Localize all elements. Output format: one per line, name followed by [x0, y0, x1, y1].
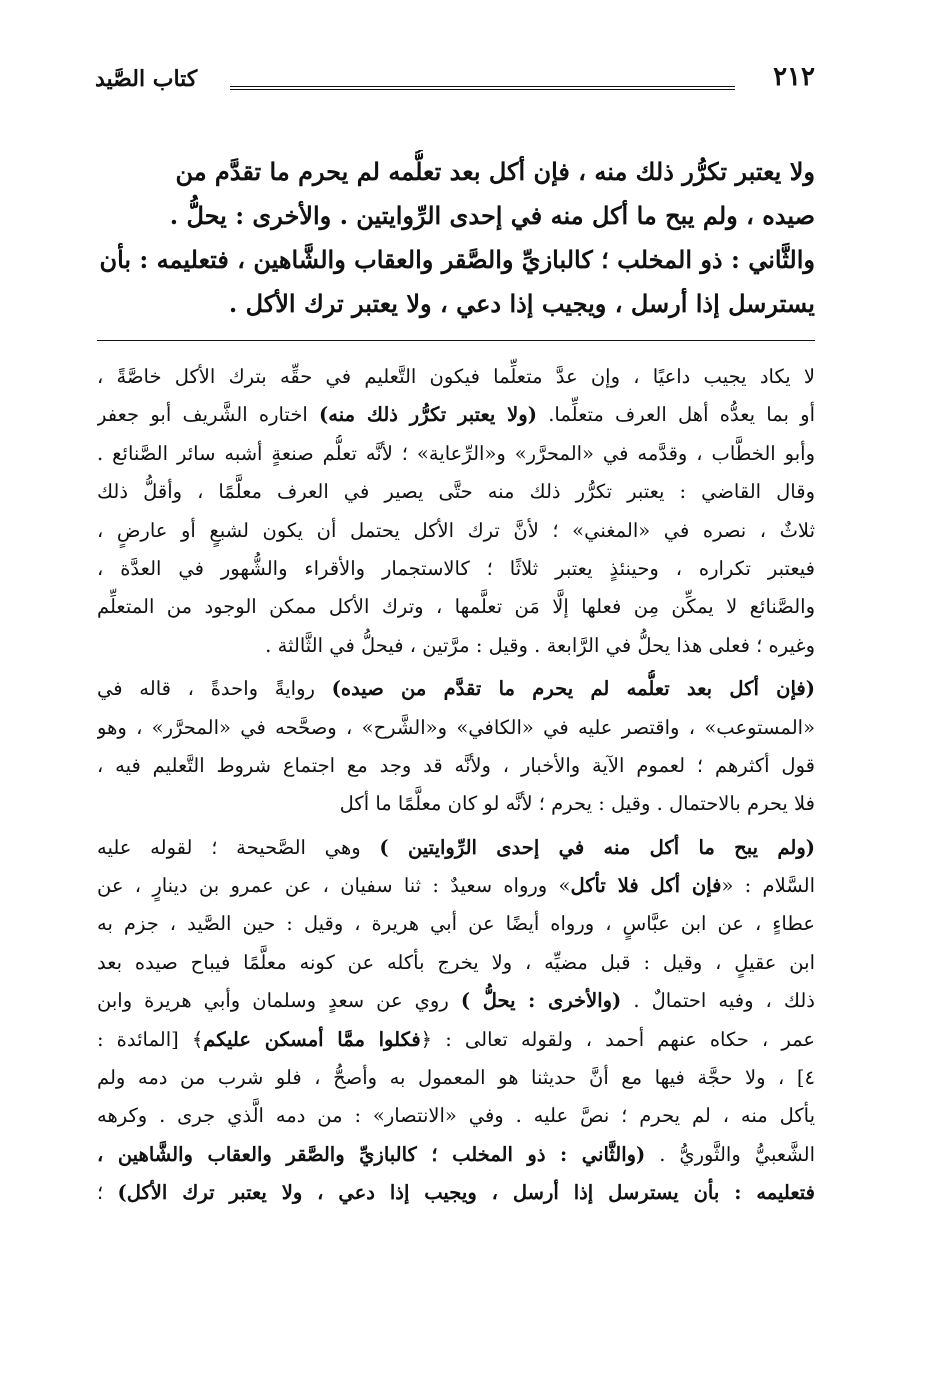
commentary-text-run: السَّلام : « — [721, 874, 815, 898]
commentary-text — [97, 358, 815, 1213]
commentary-text-run: روي عن سعدٍ وسلمان وأبي هريرة وابن — [97, 989, 461, 1013]
commentary-text-run: ابن عقيلٍ ، وقيل : قبل مضيِّه ، ولا يخرج بأكله عن كونه معلَّمًا فيباح صيده بعد — [97, 950, 815, 974]
commentary-line — [97, 358, 815, 396]
commentary-text-run: الشَّعبيُّ والثَّوريُّ . — [645, 1142, 815, 1166]
commentary-text-run: فلا يحرم بالاحتمال . وقيل : يحرم ؛ لأنَّه لو كان معلَّمًا ما أكل — [339, 792, 815, 816]
commentary-line — [97, 670, 815, 708]
commentary-text-run: وهي الصَّحيحة ؛ لقوله عليه — [97, 835, 380, 859]
quoted-matn-run: فإن أكل فلا تأكل — [570, 874, 722, 898]
commentary-text-run: » ورواه سعيدٌ : ثنا سفيان ، عن عمرو بن دينارٍ ، عن — [97, 874, 571, 898]
commentary-text-run: وغيره ؛ فعلى هذا يحلُّ في الرَّابعة . وقيل : مرَّتين ، فيحلُّ في الثَّالثة . — [265, 633, 815, 657]
quoted-matn-run: (ولا يعتبر تكرُّر ذلك منه) — [319, 403, 537, 427]
commentary-line — [97, 1136, 815, 1174]
commentary-text-run: لا يكاد يجيب داعيًا ، وإن عدَّ متعلِّما فيكون التَّعليم في حقِّه بترك الأكل خاصَّةً ، — [97, 365, 815, 388]
commentary-text-run: ٤] ، ولا حجَّة فيها مع أنَّ حديثنا هو المعمول به وأصحُّ ، فلو شرب من دمه ولم — [97, 1066, 815, 1090]
commentary-text-run: ثلاثٌ ، نصره في «المغني» ؛ لأنَّ ترك الأكل يحتمل أن يكون لشبعٍ أو عارضٍ ، — [97, 518, 815, 542]
commentary-line — [97, 982, 815, 1020]
commentary-line — [97, 944, 815, 982]
commentary-line — [97, 396, 815, 434]
quoted-matn-run: فكلوا ممَّا أمسكن عليكم — [203, 1027, 421, 1051]
commentary-text-run: فيعتبر تكراره ، وحينئذٍ يعتبر ثلاثًا ؛ كالاستجمار والأقراء والشُّهور في العدَّة ، — [97, 556, 815, 580]
text-separator-rule — [97, 340, 815, 341]
commentary-text-run: عمر ، حكاه عنهم أحمد ، ولقوله تعالى : ﴿ — [420, 1027, 815, 1051]
commentary-text-run: أو بما يعدُّه أهل العرف متعلِّما. — [536, 403, 815, 427]
commentary-line — [97, 627, 815, 665]
quoted-matn-run: (والأخرى : يحلُّ ) — [460, 989, 622, 1013]
matn-line: صيده ، ولم يبح ما أكل منه في إحدى الرِّوايتين . والأخرى : يحلُّ . — [169, 201, 815, 230]
page-number: ٢١٢ — [773, 62, 815, 92]
quoted-matn-run: فتعليمه : بأن يسترسل إذا أرسل ، ويجيب إذا دعي ، ولا يعتبر ترك الأكل) — [117, 1181, 815, 1205]
commentary-text-run: اختاره الشَّريف أبو جعفر — [97, 403, 320, 427]
quoted-matn-run: (والثَّاني : ذو المخلب ؛ كالبازيِّ والصَّقر والعقاب والشَّاهين ، — [97, 1142, 646, 1166]
commentary-line — [97, 473, 815, 511]
commentary-text-run: والصَّنائع لا يمكِّن مِن فعلها إلَّا مَن تعلَّمها ، وترك الأكل ممكن الوجود من المتعلِّم — [97, 595, 815, 619]
commentary-line — [97, 550, 815, 588]
commentary-text-run: ذلك ، وفيه احتمالٌ . — [621, 989, 815, 1013]
commentary-line — [97, 588, 815, 626]
commentary-line — [97, 905, 815, 943]
commentary-line — [97, 1174, 815, 1212]
commentary-line — [97, 1021, 815, 1059]
commentary-text-run: وقال القاضي : يعتبر تكرُّر ذلك منه حتَّى يصير في العرف معلَّمًا ، وأقلُّ ذلك — [97, 480, 815, 504]
header-rule — [230, 86, 735, 90]
running-header — [95, 62, 815, 102]
commentary-text-run: ؛ — [97, 1181, 118, 1205]
commentary-text-run: «المستوعب» ، واقتصر عليه في «الكافي» و«الشَّرح» ، وصحَّحه في «المحرَّر» ، وهو — [97, 715, 815, 739]
commentary-text-run: قول أكثرهم ؛ لعموم الآية والأخبار ، ولأنَّه قد وجد مع اجتماع شروط التَّعليم فيه ، — [97, 753, 815, 777]
commentary-line — [97, 867, 815, 905]
commentary-line — [97, 747, 815, 785]
commentary-text-run: روايةً واحدةً ، قاله في — [97, 677, 332, 701]
commentary-text-run: عطاءٍ ، عن ابن عبَّاسٍ ، ورواه أيضًا عن أبي هريرة ، وقيل : حين الصَّيد ، جزم به — [97, 912, 815, 936]
commentary-line — [97, 435, 815, 473]
commentary-line — [97, 829, 815, 867]
matn-text — [97, 150, 815, 326]
commentary-line — [97, 785, 815, 823]
commentary-text-run: ﴾ [المائدة : — [97, 1027, 204, 1051]
commentary-line — [97, 512, 815, 550]
matn-line: يسترسل إذا أرسل ، ويجيب إذا دعي ، ولا يعتبر ترك الأكل . — [228, 289, 815, 318]
commentary-line — [97, 1059, 815, 1097]
quoted-matn-run: (فإن أكل بعد تعلُّمه لم يحرم ما تقدَّم من صيده) — [331, 677, 815, 701]
matn-line: والثَّاني : ذو المخلب ؛ كالبازيِّ والصَّقر والعقاب والشَّاهين ، فتعليمه : بأن — [99, 245, 815, 274]
commentary-text-run: وأبو الخطَّاب ، وقدَّمه في «المحرَّر» و«الرِّعاية» ؛ لأنَّه تعلُّم صنعةٍ أشبه سائر الصَّنائع . — [97, 441, 815, 465]
quoted-matn-run: (ولم يبح ما أكل منه في إحدى الرِّوايتين ) — [379, 835, 815, 859]
matn-line: ولا يعتبر تكرُّر ذلك منه ، فإن أكل بعد تعلُّمه لم يحرم ما تقدَّم من — [175, 157, 815, 186]
commentary-text-run: يأكل منه ، لم يحرم ؛ نصَّ عليه . وفي «الانتصار» : من دمه الَّذي جرى . وكرهه — [97, 1104, 815, 1128]
commentary-line — [97, 709, 815, 747]
book-title: كتاب الصَّيد — [95, 66, 198, 92]
commentary-line — [97, 1097, 815, 1135]
